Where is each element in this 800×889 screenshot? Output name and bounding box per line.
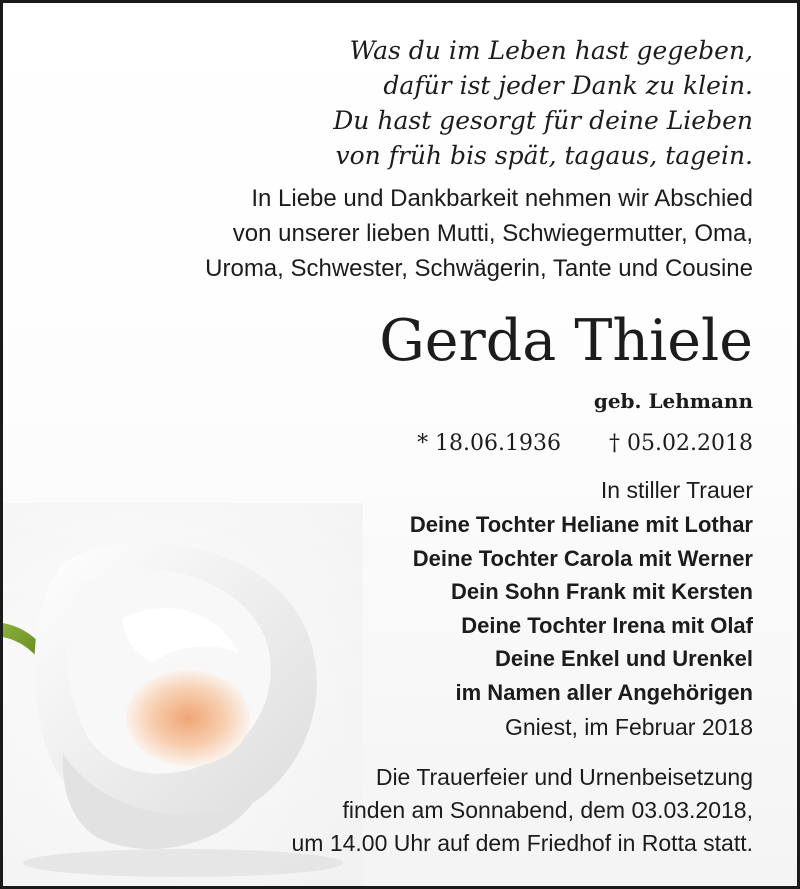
mourner: Deine Tochter Irena mit Olaf bbox=[461, 612, 753, 638]
poem bbox=[333, 33, 753, 173]
life-dates bbox=[417, 429, 753, 459]
mourners-list bbox=[410, 508, 753, 709]
poem-line: dafür ist jeder Dank zu klein. bbox=[383, 71, 753, 100]
farewell-line: von unserer lieben Mutti, Schwiegermutter, Oma, bbox=[232, 220, 753, 247]
birth-name: geb. Lehmann bbox=[593, 389, 753, 413]
farewell-line: Uroma, Schwester, Schwägerin, Tante und Cousine bbox=[205, 255, 753, 282]
mourning-heading: In stiller Trauer bbox=[600, 477, 753, 503]
mourner: im Namen aller Angehörigen bbox=[455, 679, 753, 705]
ceremony-line: finden am Sonnabend, dem 03.03.2018, bbox=[342, 797, 753, 823]
ceremony-line: um 14.00 Uhr auf dem Friedhof in Rotta statt. bbox=[291, 830, 753, 856]
ceremony-info bbox=[291, 761, 753, 860]
ceremony-line: Die Trauerfeier und Urnenbeisetzung bbox=[375, 764, 753, 790]
farewell-text bbox=[205, 181, 753, 286]
mourner: Deine Tochter Heliane mit Lothar bbox=[409, 512, 753, 537]
poem-line: Was du im Leben hast gegeben, bbox=[349, 36, 753, 65]
poem-line: von früh bis spät, tagaus, tagein. bbox=[335, 141, 753, 170]
place-date: Gniest, im Februar 2018 bbox=[504, 714, 753, 740]
farewell-line: In Liebe und Dankbarkeit nehmen wir Abschied bbox=[251, 185, 753, 212]
death-date: † 05.02.2018 bbox=[609, 431, 753, 456]
poem-line: Du hast gesorgt für deine Lieben bbox=[333, 106, 753, 135]
deceased-name: Gerda Thiele bbox=[379, 308, 753, 374]
birth-date: * 18.06.1936 bbox=[417, 431, 562, 456]
mourner: Deine Tochter Carola mit Werner bbox=[412, 545, 753, 571]
mourner: Dein Sohn Frank mit Kersten bbox=[451, 579, 753, 604]
mourner: Deine Enkel und Urenkel bbox=[495, 646, 753, 671]
